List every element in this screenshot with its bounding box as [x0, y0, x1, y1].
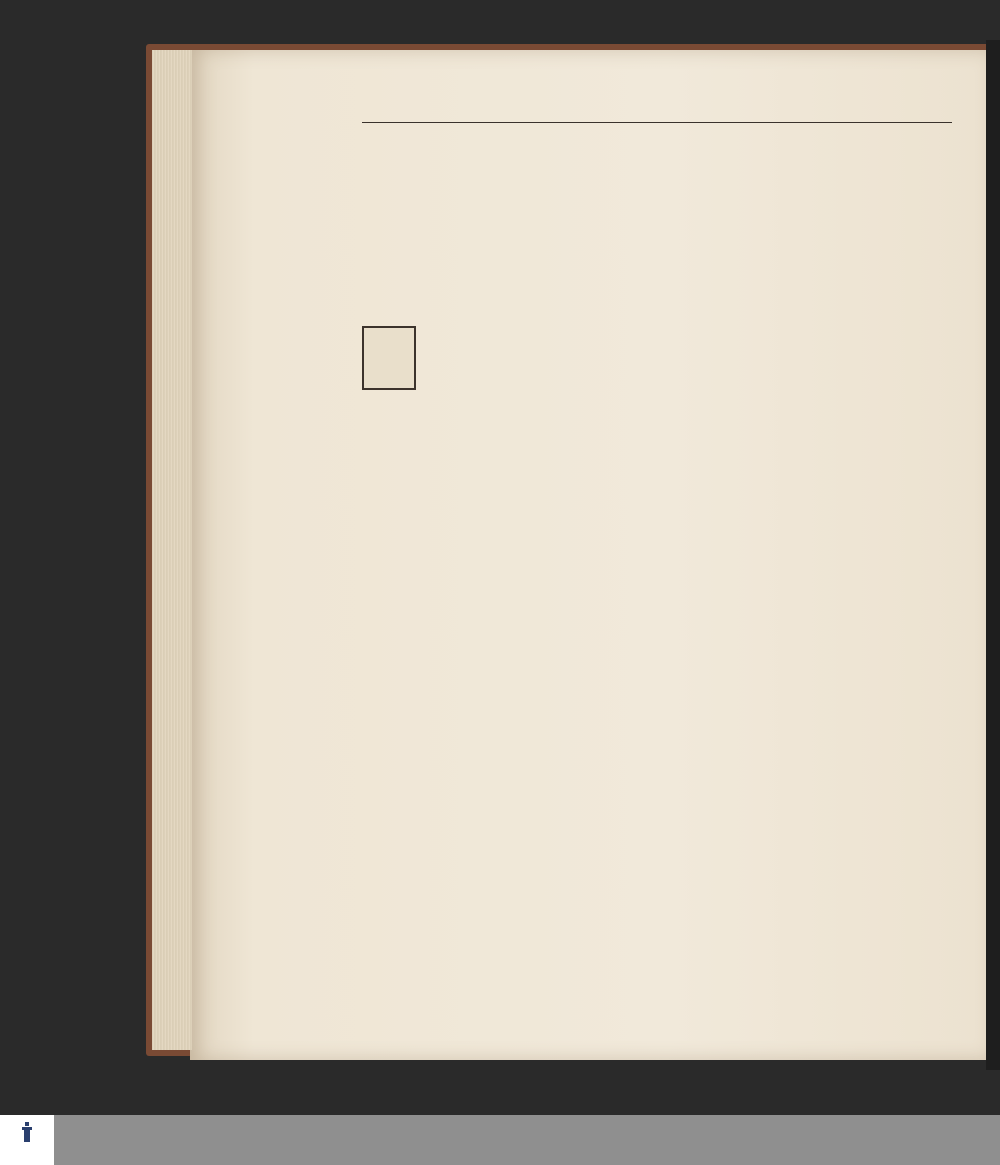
scan-right-edge: [986, 40, 1000, 1070]
running-head: [362, 92, 952, 123]
book-page: [190, 50, 986, 1060]
foundation-logo[interactable]: [0, 1115, 54, 1165]
viewer-footer: [0, 1115, 1000, 1165]
foundation-emblem-icon: [21, 1122, 33, 1142]
drop-cap: [362, 326, 416, 390]
page-stack-edges: [152, 50, 192, 1050]
section-title: [548, 284, 808, 324]
